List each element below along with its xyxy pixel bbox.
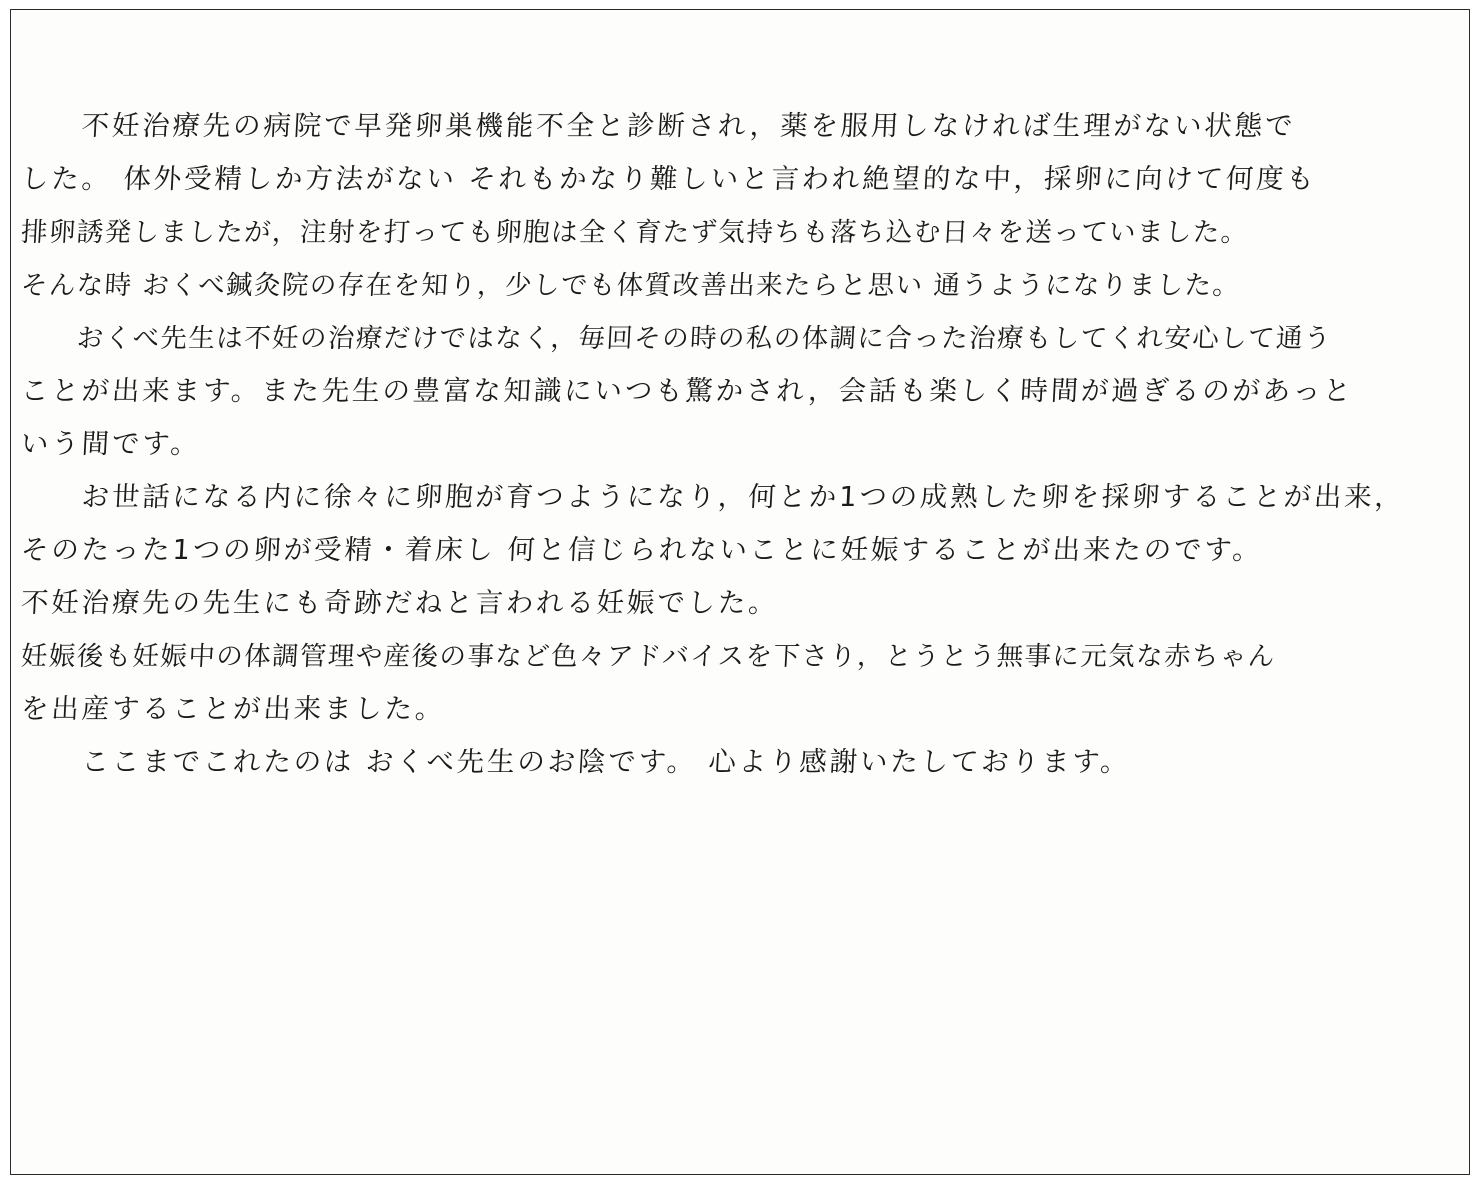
letter-line: 不妊治療先の病院で早発卵巣機能不全と診断され，薬を服用しなければ生理がない状態で xyxy=(20,110,1297,142)
letter-line: おくべ先生は不妊の治療だけではなく，毎回その時の私の体調に合った治療もしてくれ安心して通う xyxy=(20,323,1333,354)
letter-body xyxy=(21,100,1471,789)
letter-line: ここまでこれたのは おくべ先生のお陰です。 心より感謝いたしております。 xyxy=(20,746,1132,778)
letter-line: そのたった1つの卵が受精・着床し 何と信じられないことに妊娠することが出来たのです。 xyxy=(20,534,1264,566)
handwritten-letter-sheet xyxy=(10,9,1470,1175)
letter-line: ことが出来ます。また先生の豊富な知識にいつも驚かされ，会話も楽しく時間が過ぎるのがあっと xyxy=(20,375,1355,407)
letter-line: した。 体外受精しか方法がない それもかなり難しいと言われ絶望的な中，採卵に向けて何度も xyxy=(20,163,1318,195)
letter-line: いう間です。 xyxy=(20,428,202,460)
letter-line: 妊娠後も妊娠中の体調管理や産後の事など色々アドバイスを下さり，とうとう無事に元気な赤ちゃん xyxy=(20,641,1277,672)
letter-line: を出産することが出来ました。 xyxy=(20,693,447,725)
letter-line: お世話になる内に徐々に卵胞が育つようになり，何とか1つの成熟した卵を採卵することが出来， xyxy=(20,481,1406,513)
letter-line: 不妊治療先の先生にも奇跡だねと言われる妊娠でした。 xyxy=(20,587,780,619)
letter-line: そんな時 おくべ鍼灸院の存在を知り，少しでも体質改善出来たらと思い 通うようになりました。 xyxy=(20,270,1242,301)
letter-line: 排卵誘発しましたが，注射を打っても卵胞は全く育たず気持ちも落ち込む日々を送っていました。 xyxy=(20,217,1250,248)
